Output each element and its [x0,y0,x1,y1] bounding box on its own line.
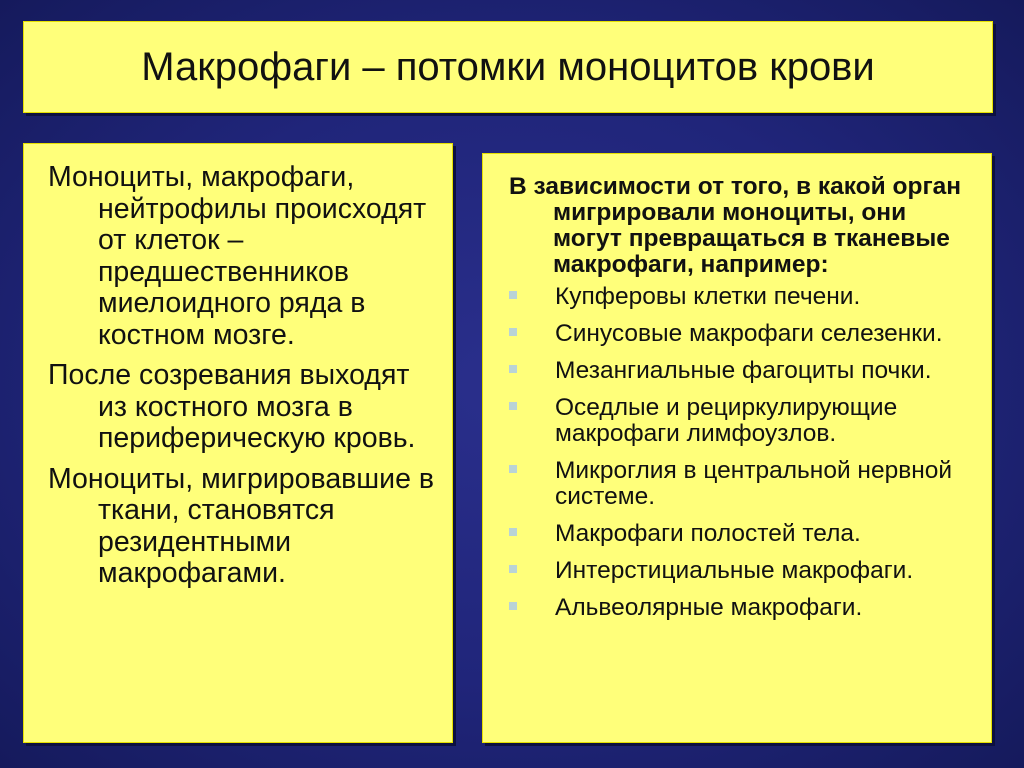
list-item [509,321,975,347]
right-intro: В зависимости от того, в какой орган мигрировали моноциты, они могут превращаться в тканевые макрофаги, например: [509,173,962,278]
list-item-text: Мезангиальные фагоциты почки. [555,357,932,384]
square-bullet-icon [509,328,517,336]
list-item-text: Интерстициальные макрофаги. [555,557,914,584]
square-bullet-icon [509,402,517,410]
list-item [509,521,975,547]
macrophage-list [509,284,975,621]
square-bullet-icon [509,465,517,473]
list-item [509,395,975,447]
list-item-text: Микроглия в центральной нервной системе. [555,457,953,510]
right-panel [482,153,992,743]
left-paragraph: Моноциты, макрофаги, нейтрофилы происходят от клеток –предшественников миелоидного ряда в костном мозге. [48,161,427,351]
list-item-text: Синусовые макрофаги селезенки. [555,320,943,347]
square-bullet-icon [509,291,517,299]
square-bullet-icon [509,365,517,373]
list-item-text: Оседлые и рециркулирующие макрофаги лимфоузлов. [555,394,898,447]
list-item-text: Альвеолярные макрофаги. [555,594,863,621]
list-item [509,558,975,584]
title-banner [23,21,993,113]
square-bullet-icon [509,602,517,610]
left-paragraph: После созревания выходят из костного мозга в периферическую кровь. [48,359,416,454]
list-item [509,284,975,310]
list-item-text: Купферовы клетки печени. [555,283,861,310]
list-item [509,595,975,621]
left-panel [23,143,453,743]
slide-title: Макрофаги – потомки моноцитов крови [141,44,875,89]
left-paragraph: Моноциты, мигрировавшие в ткани, становятся резидентными макрофагами. [48,462,435,589]
list-item-text: Макрофаги полостей тела. [555,520,861,547]
list-item [509,458,975,510]
square-bullet-icon [509,565,517,573]
square-bullet-icon [509,528,517,536]
list-item [509,358,975,384]
